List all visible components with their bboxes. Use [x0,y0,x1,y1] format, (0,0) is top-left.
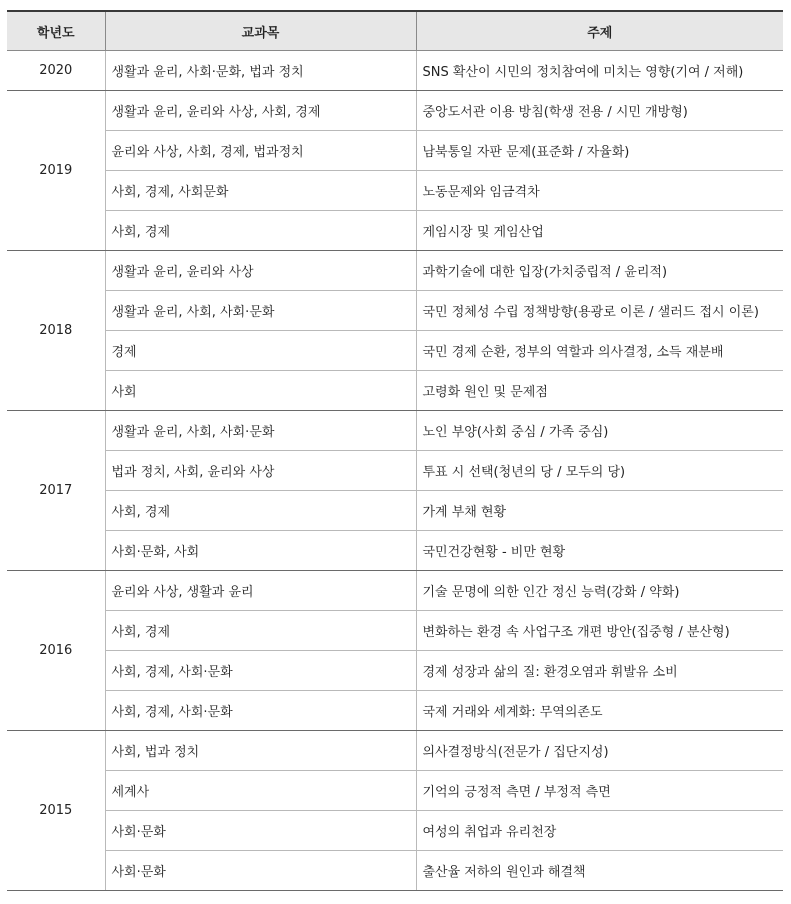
topic-cell: 가계 부채 현황 [416,491,783,531]
subject-cell: 생활과 윤리, 사회·문화, 법과 정치 [105,51,416,91]
table-row [7,611,783,651]
subject-cell: 사회, 경제 [105,211,416,251]
year-cell: 2019 [7,91,105,251]
table-row [7,371,783,411]
table-row [7,411,783,451]
topic-cell: 국민건강현황 - 비만 현황 [416,531,783,571]
topic-cell: 노동문제와 임금격차 [416,171,783,211]
table-row [7,131,783,171]
table-row [7,51,783,91]
table-row [7,211,783,251]
year-cell: 2017 [7,411,105,571]
subject-cell: 사회·문화, 사회 [105,531,416,571]
year-cell: 2016 [7,571,105,731]
subject-cell: 사회, 경제, 사회문화 [105,171,416,211]
table-header [7,11,783,51]
table-row [7,691,783,731]
table-row [7,451,783,491]
table-row [7,491,783,531]
subject-cell: 생활과 윤리, 윤리와 사상, 사회, 경제 [105,91,416,131]
topic-cell: 중앙도서관 이용 방침(학생 전용 / 시민 개방형) [416,91,783,131]
topic-cell: 여성의 취업과 유리천장 [416,811,783,851]
table-row [7,291,783,331]
table-row [7,851,783,891]
header-topic: 주제 [416,11,783,51]
subject-cell: 생활과 윤리, 사회, 사회·문화 [105,411,416,451]
table-row [7,331,783,371]
subject-cell: 생활과 윤리, 윤리와 사상 [105,251,416,291]
subject-cell: 사회, 경제, 사회·문화 [105,651,416,691]
topic-cell: 게임시장 및 게임산업 [416,211,783,251]
topic-cell: 기억의 긍정적 측면 / 부정적 측면 [416,771,783,811]
table-row [7,571,783,611]
table-row [7,651,783,691]
header-subject: 교과목 [105,11,416,51]
topic-cell: 투표 시 선택(청년의 당 / 모두의 당) [416,451,783,491]
subject-cell: 사회·문화 [105,811,416,851]
table-body [7,51,783,891]
topic-cell: 노인 부양(사회 중심 / 가족 중심) [416,411,783,451]
table-row [7,811,783,851]
topic-cell: 변화하는 환경 속 사업구조 개편 방안(집중형 / 분산형) [416,611,783,651]
topics-table [7,10,783,891]
subject-cell: 생활과 윤리, 사회, 사회·문화 [105,291,416,331]
table-row [7,731,783,771]
topic-cell: 남북통일 자판 문제(표준화 / 자율화) [416,131,783,171]
topic-cell: 경제 성장과 삶의 질: 환경오염과 휘발유 소비 [416,651,783,691]
subject-cell: 윤리와 사상, 생활과 윤리 [105,571,416,611]
subject-cell: 사회, 법과 정치 [105,731,416,771]
subject-cell: 사회, 경제, 사회·문화 [105,691,416,731]
table-row [7,531,783,571]
topic-cell: 국민 정체성 수립 정책방향(용광로 이론 / 샐러드 접시 이론) [416,291,783,331]
topic-cell: 과학기술에 대한 입장(가치중립적 / 윤리적) [416,251,783,291]
table-row [7,251,783,291]
year-cell: 2020 [7,51,105,91]
topic-cell: 국제 거래와 세계화: 무역의존도 [416,691,783,731]
subject-cell: 세계사 [105,771,416,811]
header-year: 학년도 [7,11,105,51]
table-row [7,91,783,131]
subject-cell: 법과 정치, 사회, 윤리와 사상 [105,451,416,491]
table-row [7,771,783,811]
topic-cell: 의사결정방식(전문가 / 집단지성) [416,731,783,771]
table-row [7,171,783,211]
subject-cell: 사회 [105,371,416,411]
subject-cell: 사회·문화 [105,851,416,891]
topic-cell: 기술 문명에 의한 인간 정신 능력(강화 / 약화) [416,571,783,611]
year-cell: 2018 [7,251,105,411]
topic-cell: 출산율 저하의 원인과 해결책 [416,851,783,891]
topic-cell: 고령화 원인 및 문제점 [416,371,783,411]
subject-cell: 경제 [105,331,416,371]
subject-cell: 사회, 경제 [105,491,416,531]
header-row [7,11,783,51]
topic-cell: SNS 확산이 시민의 정치참여에 미치는 영향(기여 / 저해) [416,51,783,91]
subject-cell: 윤리와 사상, 사회, 경제, 법과정치 [105,131,416,171]
year-cell: 2015 [7,731,105,891]
subject-cell: 사회, 경제 [105,611,416,651]
topic-cell: 국민 경제 순환, 정부의 역할과 의사결정, 소득 재분배 [416,331,783,371]
